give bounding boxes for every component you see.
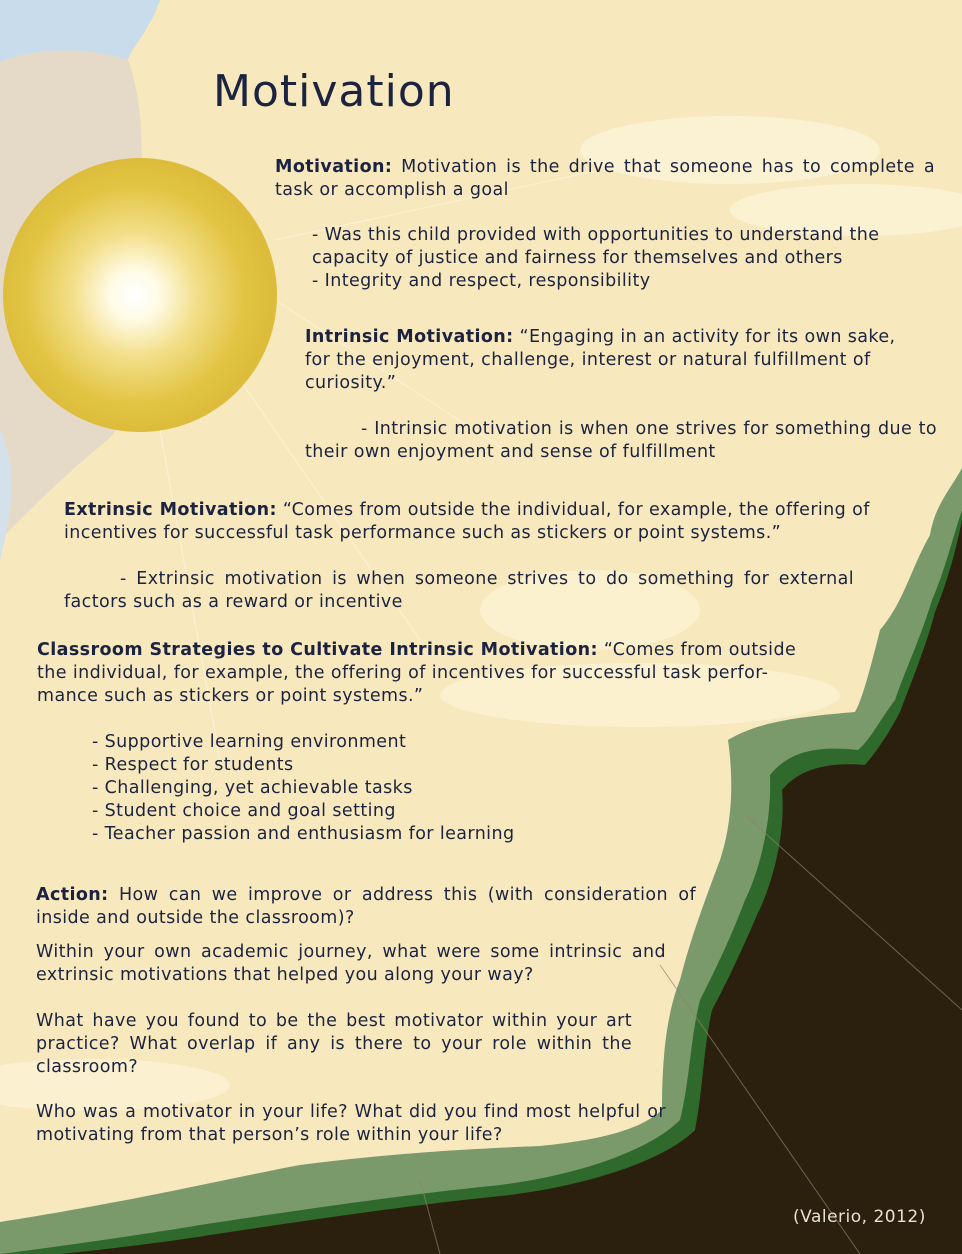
page-title: Motivation [213, 66, 455, 117]
motivation-term: Motivation: [275, 157, 393, 177]
sun-graphic [3, 158, 277, 432]
action-question-3-block [36, 1101, 666, 1147]
strategy-list [92, 731, 612, 846]
intrinsic-note: - Intrinsic motivation is when one strives for something due to their own enjoyment and sense of fulfillment [305, 419, 937, 462]
action-question-1-block [36, 941, 666, 987]
action-question-1: Within your own academic journey, what were some intrinsic and extrinsic motivations that helped you along your way? [36, 942, 666, 985]
action-section [36, 884, 696, 930]
intrinsic-note-block [305, 418, 937, 464]
extrinsic-note: - Extrinsic motivation is when someone strives to do something for external factors such as a reward or incentive [64, 569, 854, 612]
action-term: Action: [36, 885, 109, 905]
list-item: - Teacher passion and enthusiasm for learning [92, 824, 515, 844]
motivation-definition-para [275, 156, 935, 202]
extrinsic-note-block [64, 568, 854, 614]
motivation-note-1: - Was this child provided with opportunities to understand the capacity of justice and fairness for themselves and others [312, 225, 880, 268]
intrinsic-colon: : [506, 327, 514, 347]
classroom-definition: “Comes from outside the individual, for example, the offering of incentives for successful task perfor-mance such as stickers or point systems.” [37, 640, 797, 706]
classroom-section [37, 639, 827, 708]
motivation-definition: Motivation is the drive that someone has to complete a task or accomplish a goal [275, 157, 935, 200]
action-definition: How can we improve or address this (with consideration of inside and outside the classroom)? [36, 885, 697, 928]
list-item: - Supportive learning environment [92, 732, 407, 752]
intrinsic-section [305, 326, 915, 395]
extrinsic-term: Extrinsic Motivation: [64, 500, 277, 520]
intrinsic-definition: “Engaging in an activity for its own sake, for the enjoyment, challenge, interest or natural fulfillment of curiosity.” [305, 327, 896, 393]
citation: (Valerio, 2012) [793, 1207, 926, 1227]
motivation-note-2: - Integrity and respect, responsibility [312, 271, 651, 291]
action-question-3: Who was a motivator in your life? What did you find most helpful or motivating from that person’s role within your life? [36, 1102, 666, 1145]
motivation-section [275, 156, 935, 202]
intrinsic-definition-para [305, 326, 915, 395]
action-definition-para [36, 884, 696, 930]
list-item: - Challenging, yet achievable tasks [92, 778, 413, 798]
action-question-2: What have you found to be the best motivator within your art practice? What overlap if any is there to your role within the classroom? [36, 1011, 632, 1077]
intrinsic-term: Intrinsic Motivation [305, 327, 507, 347]
list-item: - Respect for students [92, 755, 294, 775]
motivation-notes [312, 224, 912, 293]
classroom-definition-para [37, 639, 827, 708]
extrinsic-section [64, 499, 884, 545]
extrinsic-definition-para [64, 499, 884, 545]
action-question-2-block [36, 1010, 632, 1079]
extrinsic-definition: “Comes from outside the individual, for example, the offering of incentives for successful task performance such as stickers or point systems.” [64, 500, 870, 543]
classroom-term: Classroom Strategies to Cultivate Intrinsic Motivation: [37, 640, 598, 660]
list-item: - Student choice and goal setting [92, 801, 396, 821]
